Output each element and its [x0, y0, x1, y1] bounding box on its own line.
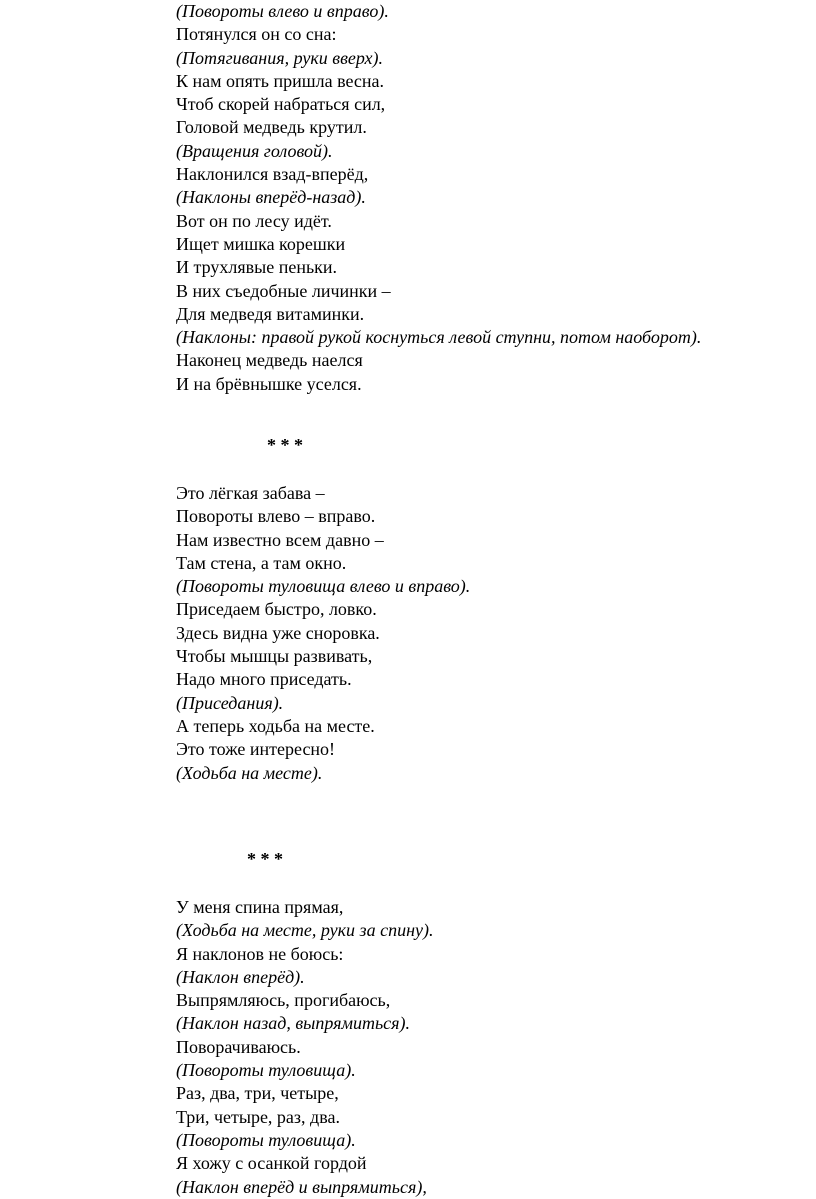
- poem-stanza-posture: [176, 896, 796, 1199]
- poem-line: (Повороты туловища).: [176, 1060, 356, 1081]
- poem-line: (Наклоны вперёд-назад).: [176, 187, 366, 208]
- poem-line: К нам опять пришла весна.: [176, 70, 385, 91]
- poem-line: Я наклонов не боюсь:: [176, 943, 344, 964]
- poem-line: Вот он по лесу идёт.: [176, 210, 332, 231]
- poem-line: А теперь ходьба на месте.: [176, 715, 375, 736]
- poem-line: (Ходьба на месте, руки за спину).: [176, 920, 434, 941]
- poem-line: Выпрямляюсь, прогибаюсь,: [176, 990, 391, 1011]
- section-separator: * * *: [267, 435, 303, 455]
- poem-line: Головой медведь крутил.: [176, 117, 367, 138]
- poem-line: Наконец медведь наелся: [176, 350, 363, 371]
- poem-line: (Повороты туловища влево и вправо).: [176, 576, 471, 597]
- poem-line: Это тоже интересно!: [176, 739, 336, 760]
- poem-line: Раз, два, три, четыре,: [176, 1083, 339, 1104]
- poem-line: Надо много приседать.: [176, 669, 352, 690]
- poem-line: Чтобы мышцы развивать,: [176, 646, 373, 667]
- poem-line: (Наклон вперёд).: [176, 966, 305, 987]
- poem-line: Там стена, а там окно.: [176, 552, 347, 573]
- poem-line: (Наклон назад, выпрямиться).: [176, 1013, 410, 1034]
- poem-line: Поворачиваюсь.: [176, 1036, 301, 1057]
- section-separator: * * *: [247, 849, 283, 869]
- poem-line: Потянулся он со сна:: [176, 24, 337, 45]
- poem-line: (Наклоны: правой рукой коснуться левой ступни, потом наоборот).: [176, 327, 702, 348]
- poem-line: Для медведя витаминки.: [176, 303, 365, 324]
- poem-line: В них съедобные личинки –: [176, 280, 391, 301]
- poem-line: (Повороты влево и вправо).: [176, 1, 389, 21]
- poem-stanza-bear: [176, 0, 796, 396]
- poem-line: Приседаем быстро, ловко.: [176, 599, 377, 620]
- poem-line: (Наклон вперёд и выпрямиться),: [176, 1176, 427, 1197]
- poem-stanza-turns: [176, 482, 796, 785]
- poem-line: У меня спина прямая,: [176, 897, 344, 917]
- poem-line: И трухлявые пеньки.: [176, 257, 338, 278]
- poem-line: Ищет мишка корешки: [176, 233, 346, 254]
- poem-line: Здесь видна уже сноровка.: [176, 622, 380, 643]
- poem-line: И на брёвнышке уселся.: [176, 373, 362, 394]
- poem-line: (Повороты туловища).: [176, 1129, 356, 1150]
- poem-line: Повороты влево – вправо.: [176, 506, 376, 527]
- poem-line: (Вращения головой).: [176, 140, 333, 161]
- poem-line: Наклонился взад-вперёд,: [176, 164, 369, 185]
- poem-line: Чтоб скорей набраться сил,: [176, 94, 386, 115]
- poem-line: Это лёгкая забава –: [176, 483, 325, 503]
- poem-line: (Ходьба на месте).: [176, 762, 323, 783]
- poem-line: Нам известно всем давно –: [176, 529, 384, 550]
- poem-line: (Приседания).: [176, 692, 284, 713]
- poem-line: Я хожу с осанкой гордой: [176, 1153, 367, 1174]
- poem-line: (Потягивания, руки вверх).: [176, 47, 383, 68]
- poem-line: Три, четыре, раз, два.: [176, 1106, 340, 1127]
